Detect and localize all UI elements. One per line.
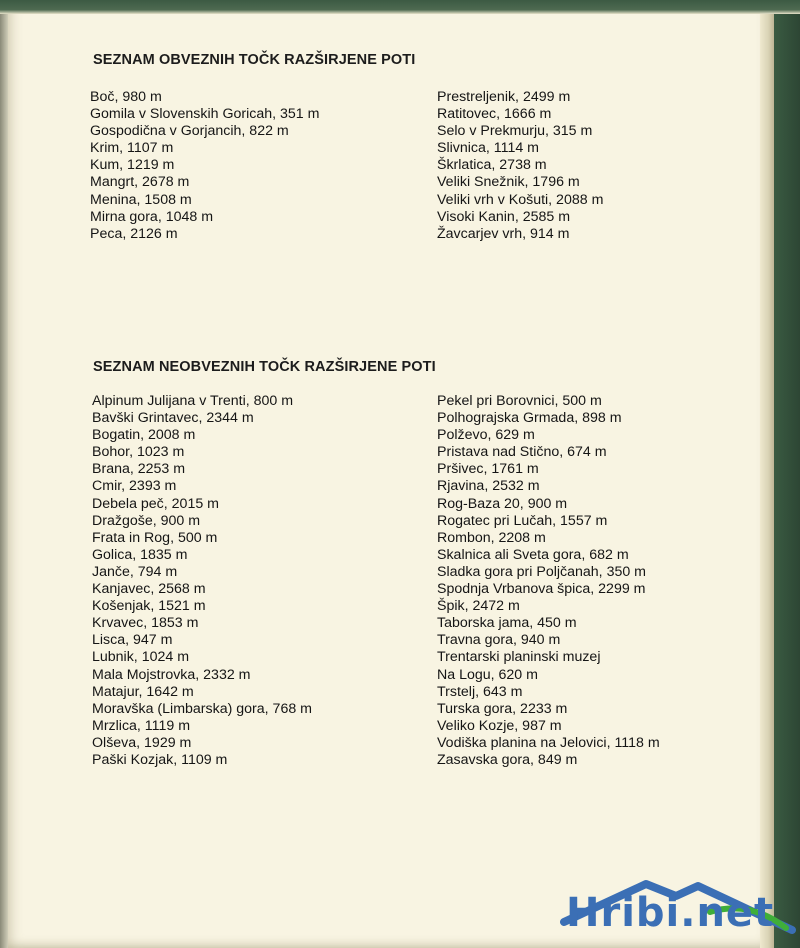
page-right-edge — [760, 0, 774, 948]
list-item: Na Logu, 620 m — [437, 666, 538, 683]
list-item: Janče, 794 m — [92, 563, 178, 580]
list-item: Menina, 1508 m — [90, 191, 192, 208]
list-item: Rjavina, 2532 m — [437, 478, 540, 495]
list-item: Selo v Prekmurju, 315 m — [437, 123, 593, 140]
list-item: Dražgoše, 900 m — [92, 512, 201, 529]
watermark-text: Hribi.net — [566, 890, 775, 936]
list-item: Veliko Kozje, 987 m — [437, 717, 562, 734]
list-item: Peca, 2126 m — [90, 225, 178, 242]
list-item: Lubnik, 1024 m — [92, 649, 190, 666]
list-item: Zasavska gora, 849 m — [437, 751, 578, 768]
list-item: Bohor, 1023 m — [92, 444, 185, 461]
list-item: Turska gora, 2233 m — [437, 700, 568, 717]
list-item: Gospodična v Gorjancih, 822 m — [90, 123, 289, 140]
page-left-edge — [0, 0, 8, 948]
list-item: Cmir, 2393 m — [92, 478, 177, 495]
list-item: Alpinum Julijana v Trenti, 800 m — [92, 393, 294, 409]
list-item: Bogatin, 2008 m — [92, 427, 196, 444]
list-item: Taborska jama, 450 m — [437, 615, 577, 632]
list-item: Vodiška planina na Jelovici, 1118 m — [437, 734, 660, 751]
list-item: Pršivec, 1761 m — [437, 461, 539, 478]
list-item: Spodnja Vrbanova špica, 2299 m — [437, 581, 646, 598]
mandatory-list-right — [437, 89, 603, 243]
book-cover-top — [0, 0, 800, 14]
book-cover-edge — [774, 0, 800, 948]
list-item: Mrzlica, 1119 m — [92, 717, 191, 734]
list-item: Rogatec pri Lučah, 1557 m — [437, 512, 608, 529]
list-item: Bavški Grintavec, 2344 m — [92, 410, 254, 427]
list-item: Košenjak, 1521 m — [92, 598, 206, 615]
optional-list-left — [92, 393, 312, 769]
list-item: Ratitovec, 1666 m — [437, 106, 552, 123]
list-item: Golica, 1835 m — [92, 546, 188, 563]
section-title-mandatory: SEZNAM OBVEZNIH TOČK RAZŠIRJENE POTI — [93, 52, 416, 68]
list-item: Trentarski planinski muzej — [437, 649, 601, 666]
list-item: Špik, 2472 m — [437, 598, 520, 615]
list-item: Polževo, 629 m — [437, 427, 535, 444]
list-item: Travna gora, 940 m — [437, 632, 561, 649]
list-item: Kum, 1219 m — [90, 157, 175, 174]
list-item: Paški Kozjak, 1109 m — [92, 751, 228, 768]
hribi-logo — [560, 872, 800, 948]
list-item: Sladka gora pri Poljčanah, 350 m — [437, 563, 646, 580]
list-item: Boč, 980 m — [90, 89, 162, 105]
list-item: Lisca, 947 m — [92, 632, 173, 649]
list-item: Veliki vrh v Košuti, 2088 m — [437, 191, 604, 208]
list-item: Mangrt, 2678 m — [90, 174, 190, 191]
list-item: Pekel pri Borovnici, 500 m — [437, 393, 602, 409]
list-item: Veliki Snežnik, 1796 m — [437, 174, 580, 191]
list-item: Mala Mojstrovka, 2332 m — [92, 666, 251, 683]
list-item: Trstelj, 643 m — [437, 683, 523, 700]
section-title-optional: SEZNAM NEOBVEZNIH TOČK RAZŠIRJENE POTI — [93, 359, 436, 375]
list-item: Kanjavec, 2568 m — [92, 581, 206, 598]
list-item: Rombon, 2208 m — [437, 529, 546, 546]
list-item: Mirna gora, 1048 m — [90, 208, 214, 225]
list-item: Rog-Baza 20, 900 m — [437, 495, 568, 512]
list-item: Matajur, 1642 m — [92, 683, 194, 700]
list-item: Pristava nad Stično, 674 m — [437, 444, 607, 461]
list-item: Slivnica, 1114 m — [437, 140, 539, 157]
list-item: Prestreljenik, 2499 m — [437, 89, 571, 105]
optional-list-right — [437, 393, 660, 769]
list-item: Frata in Rog, 500 m — [92, 529, 218, 546]
list-item: Škrlatica, 2738 m — [437, 157, 547, 174]
list-item: Debela peč, 2015 m — [92, 495, 219, 512]
list-item: Polhograjska Grmada, 898 m — [437, 410, 622, 427]
list-item: Skalnica ali Sveta gora, 682 m — [437, 546, 629, 563]
list-item: Žavcarjev vrh, 914 m — [437, 225, 570, 242]
list-item: Visoki Kanin, 2585 m — [437, 208, 571, 225]
list-item: Krim, 1107 m — [90, 140, 174, 157]
list-item: Brana, 2253 m — [92, 461, 186, 478]
mandatory-list-left — [90, 89, 319, 243]
list-item: Olševa, 1929 m — [92, 734, 192, 751]
list-item: Moravška (Limbarska) gora, 768 m — [92, 700, 312, 717]
list-item: Gomila v Slovenskih Goricah, 351 m — [90, 106, 320, 123]
list-item: Krvavec, 1853 m — [92, 615, 199, 632]
